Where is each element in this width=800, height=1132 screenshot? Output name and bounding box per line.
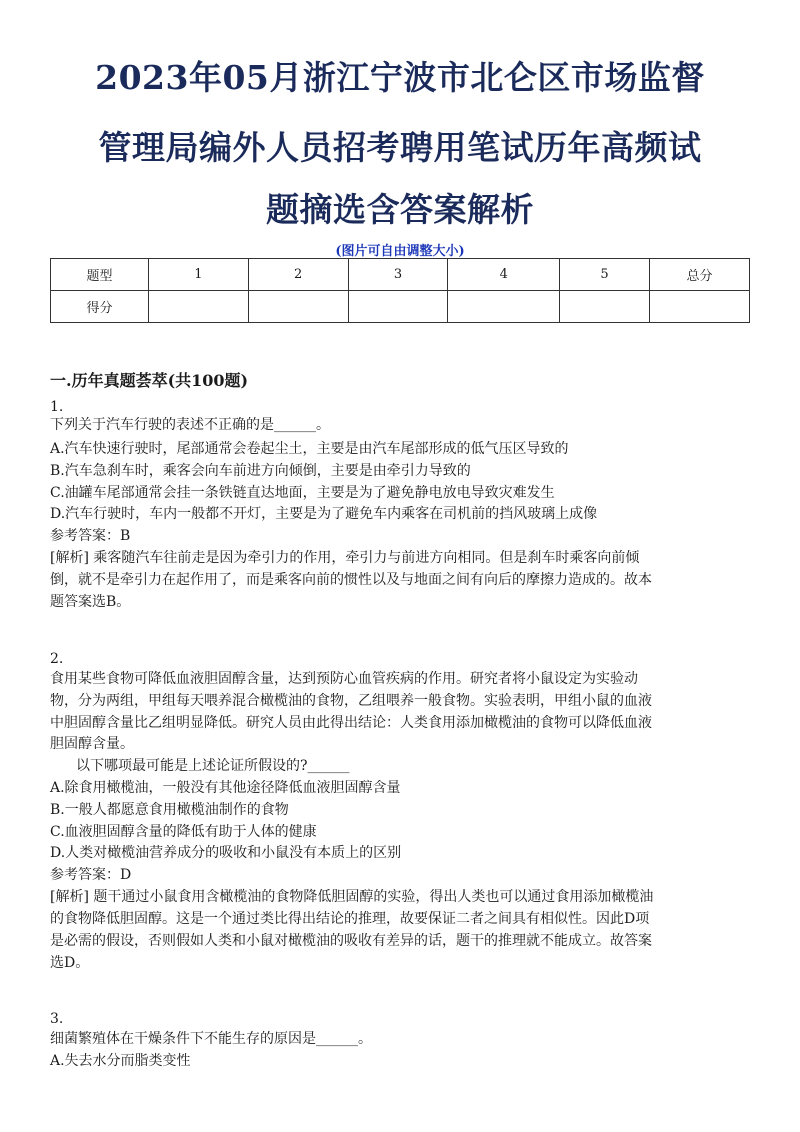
question-stem: 物，分为两组，甲组每天喂养混合橄榄油的食物，乙组喂养一般食物。实验表明，甲组小鼠的血液 [50, 693, 652, 709]
document-title-line-2: 管理局编外人员招考聘用笔试历年高频试 [98, 128, 702, 167]
header-cell-5: 5 [560, 259, 650, 291]
score-row-label: 得分 [51, 291, 149, 323]
question-stem: 中胆固醇含量比乙组明显降低。研究人员由此得出结论：人类食用添加橄榄油的食物可以降低血液 [50, 715, 652, 731]
analysis-line: [解析] 乘客随汽车往前走是因为牵引力的作用，牵引力与前进方向相同。但是刹车时乘客向前倾 [50, 550, 640, 566]
subtitle-note: (图片可自由调整大小) [335, 244, 465, 259]
question-stem: 下列关于汽车行驶的表述不正确的是______。 [50, 417, 330, 433]
question-prompt: 以下哪项最可能是上述论证所假设的?______ [76, 758, 350, 774]
header-cell-3: 3 [348, 259, 448, 291]
document-title-line-3: 题摘选含答案解析 [266, 190, 534, 229]
reference-answer: 参考答案：B [50, 528, 131, 544]
score-cell [650, 291, 750, 323]
score-cell [248, 291, 348, 323]
section-title: 一.历年真题荟萃(共100题) [50, 371, 249, 390]
analysis-line: 的食物降低胆固醇。这是一个通过类比得出结论的推理，故要保证二者之间具有相似性。因此D项 [50, 911, 650, 927]
header-cell-2: 2 [248, 259, 348, 291]
option-d: D.汽车行驶时，车内一般都不开灯，主要是为了避免车内乘客在司机前的挡风玻璃上成像 [50, 506, 598, 522]
option-b: B.汽车急刹车时，乘客会向车前进方向倾倒，主要是由牵引力导致的 [50, 463, 471, 479]
option-b: B.一般人都愿意食用橄榄油制作的食物 [50, 802, 289, 818]
question-number: 1. [50, 399, 64, 415]
score-cell [560, 291, 650, 323]
header-cell-4: 4 [448, 259, 560, 291]
score-cell [448, 291, 560, 323]
score-table-score-row [51, 291, 750, 323]
header-cell-type: 题型 [51, 259, 149, 291]
score-table-header-row [51, 259, 750, 291]
question-stem: 食用某些食物可降低血液胆固醇含量，达到预防心血管疾病的作用。研究者将小鼠设定为实验动 [50, 671, 638, 687]
question-number: 3. [50, 1011, 64, 1027]
score-cell [348, 291, 448, 323]
header-cell-total: 总分 [650, 259, 750, 291]
header-cell-1: 1 [148, 259, 248, 291]
option-a: A.汽车快速行驶时，尾部通常会卷起尘土，主要是由汽车尾部形成的低气压区导致的 [50, 441, 569, 457]
option-c: C.血液胆固醇含量的降低有助于人体的健康 [50, 824, 317, 840]
option-d: D.人类对橄榄油营养成分的吸收和小鼠没有本质上的区别 [50, 845, 402, 861]
option-c: C.油罐车尾部通常会挂一条铁链直达地面，主要是为了避免静电放电导致灾难发生 [50, 485, 555, 501]
score-cell [148, 291, 248, 323]
analysis-line: 是必需的假设，否则假如人类和小鼠对橄榄油的吸收有差异的话，题干的推理就不能成立。故答案 [50, 933, 652, 949]
question-number: 2. [50, 651, 64, 667]
analysis-line: 题答案选B。 [50, 594, 131, 610]
document-title-line-1: 2023年05月浙江宁波市北仑区市场监督 [95, 58, 705, 97]
reference-answer: 参考答案：D [50, 867, 132, 883]
option-a: A.失去水分而脂类变性 [50, 1053, 191, 1069]
analysis-line: [解析] 题干通过小鼠食用含橄榄油的食物降低胆固醇的实验，得出人类也可以通过食用添加橄榄油 [50, 889, 654, 905]
analysis-line: 选D。 [50, 955, 90, 971]
question-stem: 胆固醇含量。 [50, 736, 134, 752]
analysis-line: 倒，就不是牵引力在起作用了，而是乘客向前的惯性以及与地面之间有向后的摩擦力造成的。故本 [50, 572, 652, 588]
score-table [50, 258, 750, 323]
question-stem: 细菌繁殖体在干燥条件下不能生存的原因是______。 [50, 1031, 372, 1047]
option-a: A.除食用橄榄油，一般没有其他途径降低血液胆固醇含量 [50, 780, 401, 796]
